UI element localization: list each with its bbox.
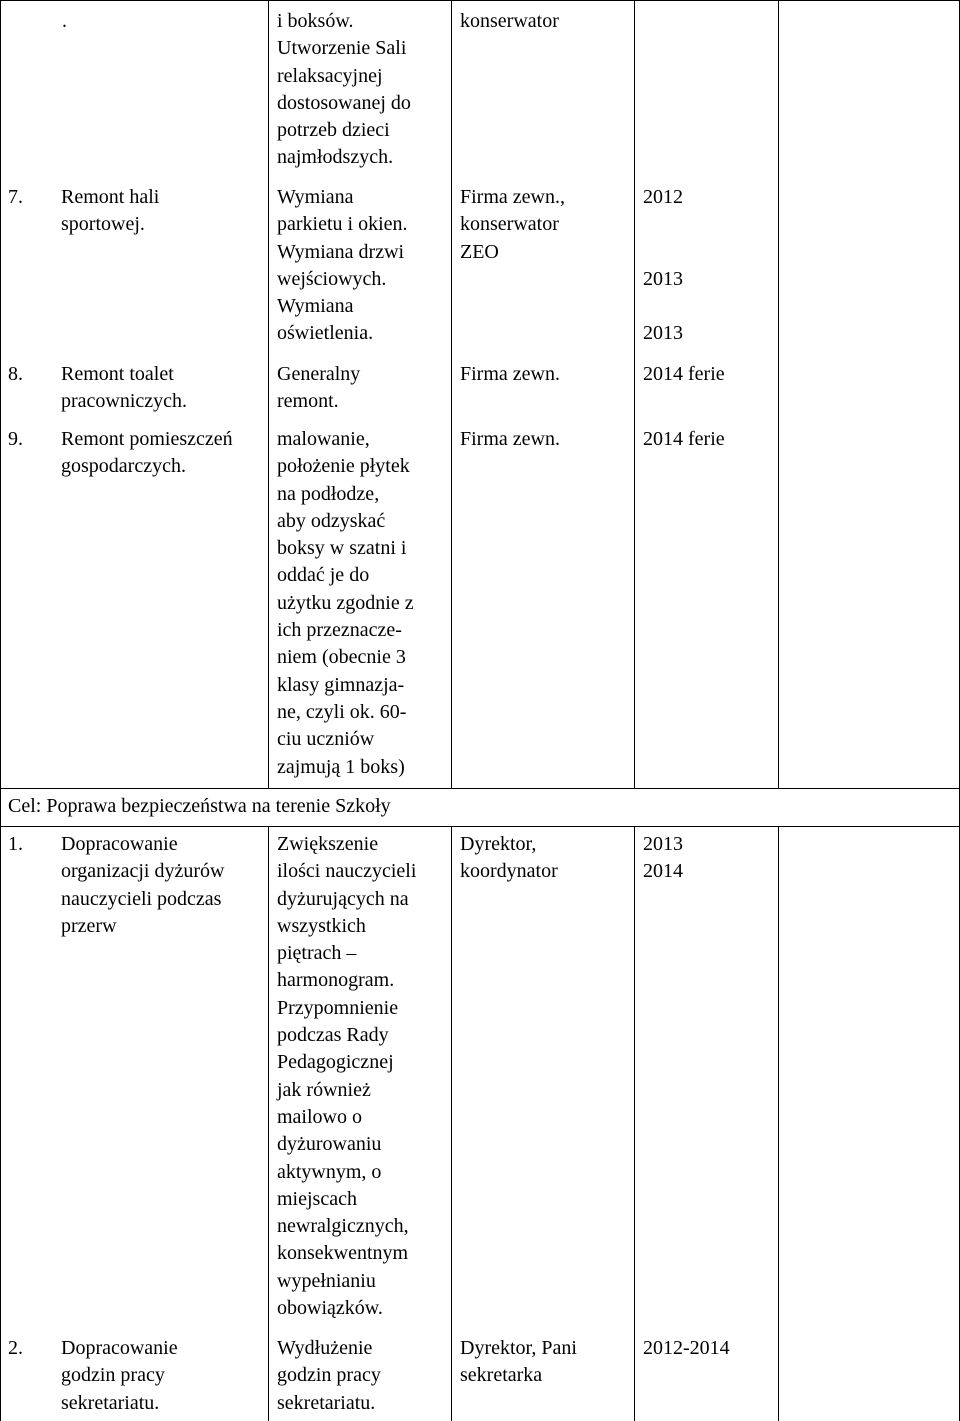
row-number: 1. [8,833,23,855]
activity-cell: Zwiększenie ilości nauczycieli dyżurujących na wszystkich piętrach – harmonogram. Przypomnienie podczas Rady Pedagogicznej jak również mailowo o dyżurowaniu aktywnym, o miejscach newralgicznych, konsekwentnym wypełnianiu obowiązków. [277,833,417,1320]
responsible-cell: Firma zewn. [460,363,560,385]
column-border-task-2 [268,826,269,1421]
term-cell: 2012-2014 [643,1337,730,1359]
column-border-responsible-2 [634,826,635,1421]
activity-cell: i boksów. Utworzenie Sali relaksacyjnej dostosowanej do potrzeb dzieci najmłodszych. [277,10,411,169]
row-border [0,826,960,827]
term-cell: 2013 [643,322,683,344]
responsible-cell: konserwator [460,10,559,32]
term-cell: 2014 ferie [643,428,725,450]
row-number: 7. [8,186,23,208]
activity-cell: Generalny remont. [277,363,361,413]
task-cell: Dopracowanie godzin pracy sekretariatu. [61,1337,178,1414]
table-top-border [0,0,960,1]
row-number: 2. [8,1337,23,1359]
column-border-term-2 [778,826,779,1421]
column-border-task [268,0,269,788]
task-cell: Dopracowanie organizacji dyżurów nauczycieli podczas przerw [61,833,225,937]
column-border-activity [451,0,452,788]
responsible-cell: Firma zewn., konserwator ZEO [460,186,565,263]
task-cell: Remont hali sportowej. [61,186,160,236]
row-border [0,788,960,789]
row-number: 8. [8,363,23,385]
term-cell: 2013 2014 [643,833,683,883]
responsible-cell: Dyrektor, koordynator [460,833,558,883]
column-border-responsible [634,0,635,788]
column-border-activity-2 [451,826,452,1421]
activity-cell: Wydłużenie godzin pracy sekretariatu. [277,1337,381,1414]
task-cell: Remont toalet pracowniczych. [61,363,188,413]
row-number: 9. [8,428,23,450]
column-border-term [778,0,779,788]
activity-cell: Wymiana parkietu i okien. Wymiana drzwi wejściowych. Wymiana oświetlenia. [277,186,408,345]
responsible-cell: Firma zewn. [460,428,560,450]
column-border-left [0,0,1,1421]
responsible-cell: Dyrektor, Pani sekretarka [460,1337,577,1387]
term-cell: 2012 [643,186,683,208]
section-heading: Cel: Poprawa bezpieczeństwa na terenie Szkoły [8,795,391,817]
task-cell: Remont pomieszczeń gospodarczych. [61,428,233,478]
row-number: . [62,10,67,32]
activity-cell: malowanie, położenie płytek na podłodze, aby odzyskać boksy w szatni i oddać je do użytku zgodnie z ich przeznacze- niem (obecnie 3 klasy gimnazja- ne, czyli ok. 60- ciu uczniów zajmują 1 boks) [277,428,414,778]
term-cell: 2014 ferie [643,363,725,385]
term-cell: 2013 [643,268,683,290]
